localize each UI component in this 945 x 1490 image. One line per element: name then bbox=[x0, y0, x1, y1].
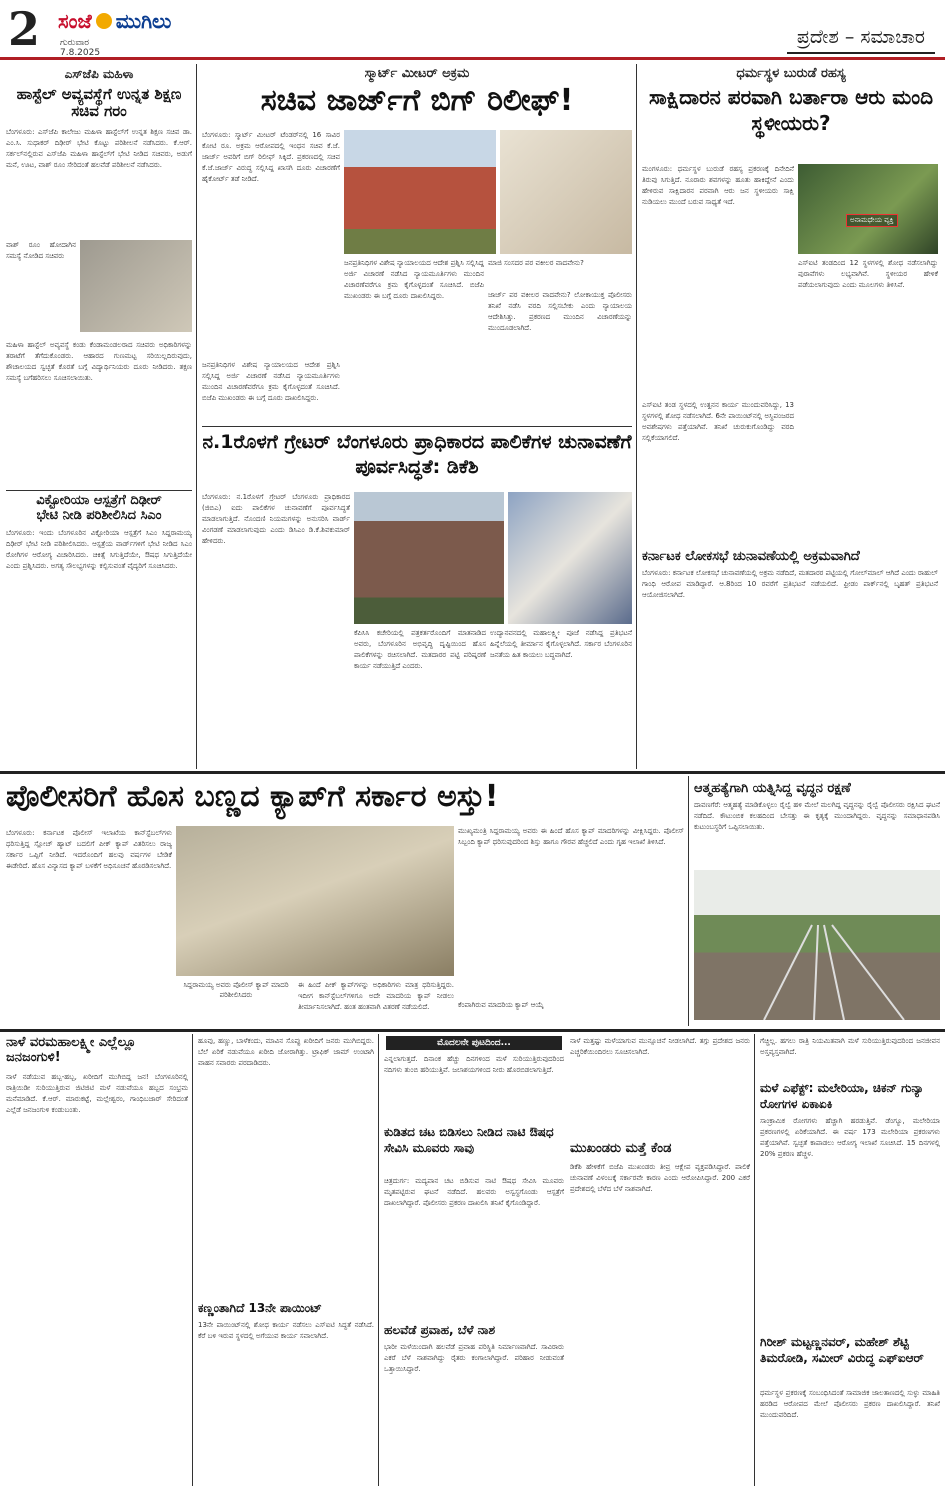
dks-headline: ನ.1ರೊಳಗೆ ಗ್ರೇಟರ್ ಬೆಂಗಳೂರು ಪ್ರಾಧಿಕಾರದ ಪಾಲಿಕೆಗಳ ಚುನಾವಣೆಗೆ ಪೂರ್ವಸಿದ್ಧತೆ: ಡಿಕೆಶಿ bbox=[202, 431, 632, 478]
left-headline: ಹಾಸ್ಟೆಲ್ ಅವ್ಯವಸ್ಥೆಗೆ ಉನ್ನತ ಶಿಕ್ಷಣ ಸಚಿವ ಗರಂ bbox=[16, 85, 182, 121]
right-body-4: ಬೆಂಗಳೂರು: ಕರ್ನಾಟಕ ಲೋಕಸಭೆ ಚುನಾವಣೆಯಲ್ಲಿ ಅಕ್ರಮ ನಡೆದಿದೆ, ಮತದಾರರ ಪಟ್ಟಿಯಲ್ಲಿ ಗೋಲ್‌ಮಾಲ್ ಆಗಿದೆ ಎಂದು ರಾಹುಲ್ ಗಾಂಧಿ ಆರೋಪ ಮಾಡಿದ್ದಾರೆ. ಆ.8ರಿಂದ 10 ರವರೆಗೆ ಪ್ರತಿಭಟನೆ ನಡೆಯಲಿದೆ. ಫ್ರೀಡಂ ಪಾರ್ಕ್‌ನಲ್ಲಿ ಬೃಹತ್ ಪ್ರತಿಭಟನೆ ಆಯೋಜಿಸಲಾಗಿದೆ. bbox=[642, 569, 938, 599]
bbmp-building-photo bbox=[354, 492, 504, 624]
center-body-3: ಜಾರ್ಜ್ ಪರ ವಕೀಲರ ವಾದವೇನು? ಲೋಕಾಯುಕ್ತ ಪೊಲೀಸರು ತನಿಖೆ ನಡೆಸಿ ವರದಿ ಸಲ್ಲಿಸಬೇಕು ಎಂದು ನ್ಯಾಯಾಲಯ ಆದೇಶಿಸಿತ್ತು. ಪ್ರಕರಣದ ಮುಂದಿನ ವಿಚಾರಣೆಯನ್ನು ಮುಂದೂಡಲಾಗಿದೆ. bbox=[488, 291, 632, 332]
fir-subhead: ಗಿರೀಶ್ ಮಟ್ಟಣ್ಣನವರ್, ಮಹೇಶ್ ಶೆಟ್ಟಿ ತಿಮರೋಡಿ, ಸಮೀರ್ ವಿರುದ್ಧ ಎಫ್‌ಐಆರ್ bbox=[760, 1335, 924, 1365]
left-story-2 bbox=[6, 494, 192, 748]
police-body-2: ಮುಖ್ಯಮಂತ್ರಿ ಸಿದ್ದರಾಮಯ್ಯ ಅವರು ಈ ಹಿಂದೆ ಹೊಸ ಕ್ಯಾಪ್ ಮಾದರಿಗಳನ್ನು ವೀಕ್ಷಿಸಿದ್ದರು. ಪೊಲೀಸ್ ಸಿಬ್ಬಂದಿ ಕ್ಯಾಪ್ ಧರಿಸುವುದರಿಂದ ಶಿಸ್ತು ಹಾಗೂ ಗೌರವ ಹೆಚ್ಚಲಿದೆ ಎಂದು ಗೃಹ ಇಲಾಖೆ ತಿಳಿಸಿದೆ. bbox=[458, 827, 684, 846]
masthead bbox=[0, 0, 945, 60]
issue-day: ಗುರುವಾರ bbox=[60, 38, 90, 48]
page-number: 2 bbox=[8, 2, 41, 56]
sun-icon bbox=[96, 13, 112, 29]
railway-track-photo bbox=[694, 870, 940, 1020]
bottom-center-body-2: ಚಿತ್ರದುರ್ಗ: ಮದ್ಯಪಾನ ಚಟ ಬಿಡಿಸುವ ನಾಟಿ ಔಷಧ ಸೇವಿಸಿ ಮೂವರು ಮೃತಪಟ್ಟಿರುವ ಘಟನೆ ನಡೆದಿದೆ. ಹಲವರು ಅಸ್ವಸ್ಥಗೊಂಡು ಆಸ್ಪತ್ರೆಗೆ ದಾಖಲಾಗಿದ್ದಾರೆ. ಪೊಲೀಸರು ಪ್ರಕರಣ ದಾಖಲಿಸಿ ತನಿಖೆ ಕೈಗೊಂಡಿದ್ದಾರೆ. bbox=[384, 1177, 564, 1207]
bottom-left-body-1: ನಾಳೆ ನಡೆಯುವ ಹಬ್ಬ-ಹಬ್ಬ, ಖರೀದಿಗೆ ಮುಗಿಬಿದ್ದ ಜನ! ಬೆಂಗಳೂರಿನಲ್ಲಿ ರಾತ್ರಿಯಿಡೀ ಸುರಿಯುತ್ತಿರುವ ಜಿಟಿಜಿಟಿ ಮಳೆ ನಡುವೆಯೂ ಹಬ್ಬದ ಸಂಭ್ರಮ ಮನೆಮಾಡಿದೆ. ಕೆ.ಆರ್. ಮಾರುಕಟ್ಟೆ, ಮಲ್ಲೇಶ್ವರಂ, ಗಾಂಧಿಬಜಾರ್ ಸೇರಿದಂತೆ ಎಲ್ಲೆಡೆ ಜನಜಂಗುಳಿ ಕಂಡುಬಂತು. bbox=[6, 1073, 188, 1114]
section-divider bbox=[0, 771, 945, 774]
point13-subhead: ಕಣ್ಣಂತಾಗಿದೆ 13ನೇ ಪಾಯಿಂಟ್ bbox=[198, 1301, 322, 1315]
divider bbox=[202, 426, 632, 427]
center-kicker: ಸ್ಮಾರ್ಟ್ ಮೀಟರ್ ಅಕ್ರಮ bbox=[364, 66, 470, 81]
police-body-1: ಬೆಂಗಳೂರು: ಕರ್ನಾಟಕ ಪೊಲೀಸ್ ಇಲಾಖೆಯ ಕಾನ್‌ಸ್ಟೆಬಲ್‌ಗಳು ಧರಿಸುತ್ತಿದ್ದ ಸ್ಲೋಚ್ ಹ್ಯಾಟ್ ಬದಲಿಗೆ ಪೀಕ್ ಕ್ಯಾಪ್ ವಿತರಿಸಲು ರಾಜ್ಯ ಸರ್ಕಾರ ಒಪ್ಪಿಗೆ ನೀಡಿದೆ. ಇದರೊಂದಿಗೆ ಹಲವು ವರ್ಷಗಳ ಬೇಡಿಕೆ ಈಡೇರಿದೆ. ಹೊಸ ವಿನ್ಯಾಸದ ಕ್ಯಾಪ್ ಬಳಕೆಗೆ ಅಧಿಸೂಚನೆ ಹೊರಡಿಸಲಾಗಿದೆ. bbox=[6, 829, 172, 870]
dks-body-3: ಉದ್ಯಾನವನದಲ್ಲಿ ಮಹಾಲಕ್ಷ್ಮೀ ಪೂಜೆ ನಡೆಸಿದ್ದ ಪ್ರತಿಭಟನೆ ಹಿನ್ನೆಲೆಯಲ್ಲಿ ತೀರ್ಮಾನ ಕೈಗೊಳ್ಳಲಾಗಿದೆ. ಸರ್ಕಾರ ಬೆಂಗಳೂರಿನ ಜನತೆಯ ಹಿತ ಕಾಯಲು ಬದ್ಧವಾಗಿದೆ. bbox=[490, 629, 632, 659]
forest-photo bbox=[798, 164, 938, 254]
left-body-1: ಬೆಂಗಳೂರು: ಎಸ್‌ಜೆಪಿ ಕಾಲೇಜು ಮಹಿಳಾ ಹಾಸ್ಟೆಲ್‌ಗೆ ಉನ್ನತ ಶಿಕ್ಷಣ ಸಚಿವ ಡಾ. ಎಂ.ಸಿ. ಸುಧಾಕರ್ ದಿಢೀರ್ ಭೇಟಿ ಕೊಟ್ಟು ಪರಿಶೀಲನೆ ನಡೆಸಿದರು. ಕೆ.ಆರ್. ಸರ್ಕಲ್‌ನಲ್ಲಿರುವ ಎಸ್‌ಜೆಪಿ ಮಹಿಳಾ ಹಾಸ್ಟೆಲ್‌ಗೆ ಭೇಟಿ ನೀಡಿದ ಸಚಿವರು, ಅಡುಗೆ ಮನೆ, ಊಟ, ವಾಶ್ ರೂಂ ಸೇರಿದಂತೆ ಹಲವೆಡೆ ಪರಿಶೀಲನೆ ನಡೆಸಿದರು. bbox=[6, 127, 192, 169]
rail-lines bbox=[694, 870, 940, 1020]
column-rule bbox=[636, 64, 637, 769]
continued-badge: ಮೊದಲನೇ ಪುಟದಿಂದ... bbox=[386, 1036, 562, 1050]
malaria-subhead: ಮಳೆ ಎಫೆಕ್ಟ್: ಮಲೇರಿಯಾ, ಚಿಕನ್ ಗುನ್ಯಾ ರೋಗಗಳ ಏಕಾಏಕಿ bbox=[760, 1081, 924, 1111]
rescue-headline: ಆತ್ಮಹತ್ಯೆಗಾಗಿ ಯತ್ನಿಸಿದ್ದ ವೃದ್ಧನ ರಕ್ಷಣೆ bbox=[694, 781, 851, 796]
dks-body-1: ಬೆಂಗಳೂರು: ನ.1ರೊಳಗೆ ಗ್ರೇಟರ್ ಬೆಂಗಳೂರು ಪ್ರಾಧಿಕಾರದ (ಜಿಬಿಎ) ಐದು ಪಾಲಿಕೆಗಳ ಚುನಾವಣೆಗೆ ಪೂರ್ವಸಿದ್ಧತೆ ಮಾಡಲಾಗುತ್ತಿದೆ. ನೊಂದಣಿ ನಿಯಮಗಳನ್ನು ಅನುಸರಿಸಿ ವಾರ್ಡ್ ವಿಂಗಡಣೆ ಮಾಡಲಾಗುವುದು ಎಂದು ಡಿಸಿಎಂ ಡಿ.ಕೆ.ಶಿವಕುಮಾರ್ ಹೇಳಿದರು. bbox=[202, 493, 350, 545]
left-story bbox=[6, 66, 192, 189]
right-top-story bbox=[642, 66, 940, 136]
issue-date: 7.8.2025 bbox=[60, 48, 101, 58]
herbal-death-subhead: ಕುಡಿತದ ಚಟ ಬಿಡಿಸಲು ನೀಡಿದ ನಾಟಿ ಔಷಧ ಸೇವಿಸಿ ಮೂವರು ಸಾವು bbox=[384, 1125, 554, 1155]
hostel-photo bbox=[80, 240, 192, 332]
right-body-1: ಮಂಗಳೂರು: ಧರ್ಮಸ್ಥಳ ಬುರುಡೆ ರಹಸ್ಯ ಪ್ರಕರಣಕ್ಕೆ ದಿನೇದಿನೆ ತಿರುವು ಸಿಗುತ್ತಿದೆ. ನೂರಾರು ಶವಗಳನ್ನು ಹೂತು ಹಾಕಿದ್ದೇನೆ ಎಂದು ಹೇಳಿರುವ ಸಾಕ್ಷಿದಾರನ ಪರವಾಗಿ ಆರು ಜನ ಸ್ಥಳೀಯರು ಸಾಕ್ಷಿ ನುಡಿಯಲು ಮುಂದೆ ಬರುವ ಸಾಧ್ಯತೆ ಇದೆ. bbox=[642, 165, 794, 206]
bottom-center-body-3: ಭಾರೀ ಮಳೆಯಿಂದಾಗಿ ಹಲವೆಡೆ ಪ್ರವಾಹ ಪರಿಸ್ಥಿತಿ ನಿರ್ಮಾಣವಾಗಿದೆ. ಸಾವಿರಾರು ಎಕರೆ ಬೆಳೆ ನಾಶವಾಗಿದ್ದು ರೈತರು ಕಂಗಾಲಾಗಿದ್ದಾರೆ. ಪರಿಹಾರ ನೀಡುವಂತೆ ಒತ್ತಾಯಿಸಿದ್ದಾರೆ. bbox=[384, 1343, 564, 1373]
bottom-center-body-5: ಡಿಕೆಶಿ ಹೇಳಿಕೆಗೆ ಬಿಜೆಪಿ ಮುಖಂಡರು ತೀವ್ರ ಆಕ್ಷೇಪ ವ್ಯಕ್ತಪಡಿಸಿದ್ದಾರೆ. ಪಾಲಿಕೆ ಚುನಾವಣೆ ವಿಳಂಬಕ್ಕೆ ಸರ್ಕಾರವೇ ಕಾರಣ ಎಂದು ಆರೋಪಿಸಿದ್ದಾರೆ. 200 ಎಕರೆ ಪ್ರದೇಶದಲ್ಲಿ ಬೆಳೆದ ಬೆಳೆ ನಾಶವಾಗಿದೆ. bbox=[570, 1163, 750, 1193]
left-kicker: ಎಸ್‌ಜೆಪಿ ಮಹಿಳಾ bbox=[64, 67, 134, 81]
bottom-center-body-4: ನಾಳೆ ಮತ್ತಷ್ಟು ಮಳೆಯಾಗುವ ಮುನ್ಸೂಚನೆ ನೀಡಲಾಗಿದೆ. ತಗ್ಗು ಪ್ರದೇಶದ ಜನರು ಎಚ್ಚರಿಕೆಯಿಂದಿರಲು ಸೂಚಿಸಲಾಗಿದೆ. bbox=[570, 1037, 750, 1056]
left-headline-2a: ವಿಕ್ಟೋರಿಯಾ ಆಸ್ಪತ್ರೆಗೆ ದಿಢೀರ್ bbox=[36, 493, 162, 508]
column-rule bbox=[196, 64, 197, 769]
varamahalakshmi-headline: ನಾಳೆ ವರಮಹಾಲಕ್ಷ್ಮೀ ಎಲ್ಲೆಲ್ಲೂ ಜನಜಂಗುಳಿ! bbox=[6, 1035, 136, 1065]
leaders-subhead: ಮುಖಂಡರು ಮತ್ತೆ ಕೆಂಡ bbox=[570, 1141, 672, 1156]
column-rule bbox=[754, 1034, 755, 1486]
police-cap-photo bbox=[176, 826, 454, 976]
right-subhead: ಕರ್ನಾಟಕ ಲೋಕಸಭೆ ಚುನಾವಣೆಯಲ್ಲಿ ಅಕ್ರಮವಾಗಿದೆ bbox=[642, 549, 860, 564]
right-kicker: ಧರ್ಮಸ್ಥಳ ಬುರುಡೆ ರಹಸ್ಯ bbox=[736, 66, 846, 81]
flood-subhead: ಹಲವೆಡೆ ಪ್ರವಾಹ, ಬೆಳೆ ನಾಶ bbox=[384, 1323, 496, 1337]
logo-part2: ಮುಗಿಲು bbox=[115, 9, 172, 33]
right-body-2: ಎಸ್‌ಐಟಿ ತಂಡ ಸ್ಥಳದಲ್ಲಿ ಉತ್ಖನನ ಕಾರ್ಯ ಮುಂದುವರಿಸಿದ್ದು, 13 ಸ್ಥಳಗಳಲ್ಲಿ ಶೋಧ ನಡೆಸಲಾಗಿದೆ. 6ನೇ ಪಾಯಿಂಟ್‌ನಲ್ಲಿ ಅಸ್ಥಿಪಂಜರದ ಅವಶೇಷಗಳು ಪತ್ತೆಯಾಗಿವೆ. ತನಿಖೆ ಚುರುಕುಗೊಂಡಿದ್ದು ವರದಿ ಸಲ್ಲಿಕೆಯಾಗಲಿದೆ. bbox=[642, 401, 794, 442]
divider bbox=[6, 490, 192, 491]
center-body-2: ಜನಪ್ರತಿನಿಧಿಗಳ ವಿಶೇಷ ನ್ಯಾಯಾಲಯದ ಆದೇಶ ಪ್ರಶ್ನಿಸಿ ಸಲ್ಲಿಸಿದ್ದ ಅರ್ಜಿ ವಿಚಾರಣೆ ನಡೆಸಿದ ನ್ಯಾಯಮೂರ್ತಿಗಳು ಮುಂದಿನ ವಿಚಾರಣೆವರೆಗೂ ಕ್ರಮ ಕೈಗೊಳ್ಳದಂತೆ ಸೂಚಿಸಿದೆ. ಬಿಜೆಪಿ ಮುಖಂಡರು ಈ ಬಗ್ಗೆ ದೂರು ದಾಖಲಿಸಿದ್ದರು. bbox=[344, 259, 484, 300]
right-headline: ಸಾಕ್ಷಿದಾರನ ಪರವಾಗಿ ಬರ್ತಾರಾ ಆರು ಮಂದಿ ಸ್ಥಳೀಯರು? bbox=[648, 85, 934, 135]
newspaper-logo bbox=[58, 6, 171, 36]
center-subhead: ಮಾಜಿ ಸಂಸದರ ಪರ ವಕೀಲರ ವಾದವೇನು? bbox=[488, 259, 584, 267]
center-body-1: ಬೆಂಗಳೂರು: ಸ್ಮಾರ್ಟ್ ಮೀಟರ್ ಟೆಂಡರ್‌ನಲ್ಲಿ 16 ಸಾವಿರ ಕೋಟಿ ರೂ. ಅಕ್ರಮ ಆರೋಪದಲ್ಲಿ ಇಂಧನ ಸಚಿವ ಕೆ.ಜೆ. ಜಾರ್ಜ್ ಅವರಿಗೆ ಬಿಗ್ ರಿಲೀಫ್ ಸಿಕ್ಕಿದೆ. ಪ್ರಕರಣದಲ್ಲಿ ಸಚಿವ ಕೆ.ಜೆ.ಜಾರ್ಜ್ ವಿರುದ್ಧ ಸಲ್ಲಿಸಿದ್ದ ಖಾಸಗಿ ದೂರು ವಿಚಾರಣೆಗೆ ಹೈಕೋರ್ಟ್ ತಡೆ ನೀಡಿದೆ. bbox=[202, 131, 340, 183]
police-headline: ಪೊಲೀಸರಿಗೆ ಹೊಸ ಬಣ್ಣದ ಕ್ಯಾಪ್‌ಗೆ ಸರ್ಕಾರ ಅಸ್ತು! bbox=[6, 779, 499, 814]
column-rule bbox=[688, 776, 689, 1026]
rescue-body: ದಾವಣಗೆರೆ: ಆತ್ಮಹತ್ಯೆ ಮಾಡಿಕೊಳ್ಳಲು ರೈಲ್ವೆ ಹಳಿ ಮೇಲೆ ಮಲಗಿದ್ದ ವೃದ್ಧನನ್ನು ರೈಲ್ವೆ ಪೊಲೀಸರು ರಕ್ಷಿಸಿದ ಘಟನೆ ನಡೆದಿದೆ. ಕೌಟುಂಬಿಕ ಕಲಹದಿಂದ ಬೇಸತ್ತು ಈ ಕೃತ್ಯಕ್ಕೆ ಮುಂದಾಗಿದ್ದರು. ವೃದ್ಧನನ್ನು ಸಮಾಧಾನಪಡಿಸಿ ಕುಟುಂಬಸ್ಥರಿಗೆ ಒಪ್ಪಿಸಲಾಯಿತು. bbox=[694, 801, 940, 831]
left-photo-caption: ವಾಶ್ ರೂಂ ಹೋದಾಗಿನ ಸಮಸ್ಯೆ ನೋಡಿದ ಸಚಿವರು bbox=[6, 241, 76, 260]
left-body-3: ಬೆಂಗಳೂರು: ಇಂದು ಬೆಂಗಳೂರಿನ ವಿಕ್ಟೋರಿಯಾ ಆಸ್ಪತ್ರೆಗೆ ಸಿಎಂ ಸಿದ್ದರಾಮಯ್ಯ ದಿಢೀರ್ ಭೇಟಿ ನೀಡಿ ಪರಿಶೀಲಿಸಿದರು. ಆಸ್ಪತ್ರೆಯ ವಾರ್ಡ್‌ಗಳಿಗೆ ಭೇಟಿ ನೀಡಿದ ಸಿಎಂ ರೋಗಿಗಳ ಆರೋಗ್ಯ ವಿಚಾರಿಸಿದರು. ಚಿಕಿತ್ಸೆ ಸಿಗುತ್ತಿದೆಯೇ, ಔಷಧ ಸಿಗುತ್ತಿದೆಯೇ ಎಂದು ಪ್ರಶ್ನಿಸಿದರು. ಅಗತ್ಯ ಸೌಲಭ್ಯಗಳನ್ನು ಕಲ್ಪಿಸುವಂತೆ ವೈದ್ಯರಿಗೆ ಸೂಚಿಸಿದರು. bbox=[6, 528, 192, 570]
police-caption-1: ಸಿದ್ದರಾಮಯ್ಯ ಅವರು ಪೊಲೀಸ್ ಕ್ಯಾಪ್ ಮಾದರಿ ಪರಿಶೀಲಿಸಿದರು bbox=[183, 981, 289, 999]
bottom-left-body-4: 13ನೇ ಪಾಯಿಂಟ್‌ನಲ್ಲಿ ಶೋಧ ಕಾರ್ಯ ನಡೆಸಲು ಎಸ್‌ಐಟಿ ಸಿದ್ಧತೆ ನಡೆಸಿದೆ. ಕೆರೆ ಬಳಿ ಇರುವ ಸ್ಥಳದಲ್ಲಿ ಅಗೆಯುವ ಕಾರ್ಯ ಸವಾಲಾಗಿದೆ. bbox=[198, 1321, 374, 1340]
bottom-center-body-1: ಎನ್ನಲಾಗುತ್ತದೆ. ದಿನಾಂಕ ಹೆಚ್ಚು ದಿನಗಳಿಂದ ಮಳೆ ಸುರಿಯುತ್ತಿರುವುದರಿಂದ ನದಿಗಳು ತುಂಬಿ ಹರಿಯುತ್ತಿವೆ. ಜಲಾಶಯಗಳಿಂದ ನೀರು ಹೊರಬಿಡಲಾಗುತ್ತಿದೆ. bbox=[384, 1055, 564, 1074]
section-title: ಪ್ರದೇಶ – ಸಮಾಚಾರ bbox=[787, 22, 935, 54]
minister-george-photo bbox=[500, 130, 632, 254]
police-caption-2: ಕೆಂಪಾಗಿರುವ ಮಾದರಿಯ ಕ್ಯಾಪ್ ಆಯ್ಕೆ bbox=[458, 1001, 544, 1009]
section-divider bbox=[0, 1029, 945, 1032]
left-headline-2b: ಭೇಟಿ ನೀಡಿ ಪರಿಶೀಲಿಸಿದ ಸಿಎಂ bbox=[36, 507, 162, 523]
logo-part1: ಸಂಜೆ bbox=[58, 9, 92, 33]
dk-shivakumar-photo bbox=[508, 492, 632, 624]
center-top-story bbox=[202, 66, 632, 119]
right-body-3: ಎಸ್‌ಐಟಿ ತಂಡದಿಂದ 12 ಸ್ಥಳಗಳಲ್ಲಿ ಶೋಧ ನಡೆಸಲಾಗಿದ್ದು ಪುರಾವೆಗಳು ಲಭ್ಯವಾಗಿವೆ. ಸ್ಥಳೀಯರ ಹೇಳಿಕೆ ಪಡೆಯಲಾಗುವುದು ಎಂದು ಮೂಲಗಳು ತಿಳಿಸಿವೆ. bbox=[798, 259, 938, 289]
left-body-2: ಮಹಿಳಾ ಹಾಸ್ಟೆಲ್ ಅವ್ಯವಸ್ಥೆ ಕಂಡು ಕೆಂಡಾಮಂಡಲರಾದ ಸಚಿವರು ಅಧಿಕಾರಿಗಳನ್ನು ತರಾಟೆಗೆ ತೆಗೆದುಕೊಂಡರು. ಆಹಾರದ ಗುಣಮಟ್ಟ ಸರಿಯಿಲ್ಲದಿರುವುದು, ಶೌಚಾಲಯದ ಸ್ವಚ್ಛತೆ ಕೊರತೆ ಬಗ್ಗೆ ವಿದ್ಯಾರ್ಥಿನಿಯರು ದೂರು ನೀಡಿದರು. ತಕ್ಷಣ ಸಮಸ್ಯೆ ಬಗೆಹರಿಸಲು ಸೂಚಿಸಲಾಯಿತು. bbox=[6, 341, 192, 382]
dks-body-2: ಕೆಪಿಸಿಸಿ ಕಚೇರಿಯಲ್ಲಿ ಪತ್ರಕರ್ತರೊಂದಿಗೆ ಮಾತನಾಡಿದ ಅವರು, ಬೆಂಗಳೂರಿನ ಅಭಿವೃದ್ಧಿ ದೃಷ್ಟಿಯಿಂದ ಹೊಸ ಪಾಲಿಕೆಗಳನ್ನು ರಚಿಸಲಾಗಿದೆ. ಮತದಾರರ ಪಟ್ಟಿ ಪರಿಷ್ಕರಣೆ ಕಾರ್ಯ ನಡೆಯುತ್ತಿದೆ ಎಂದರು. bbox=[354, 629, 486, 670]
bottom-right-body-3: ಧರ್ಮಸ್ಥಳ ಪ್ರಕರಣಕ್ಕೆ ಸಂಬಂಧಿಸಿದಂತೆ ಸಾಮಾಜಿಕ ಜಾಲತಾಣದಲ್ಲಿ ಸುಳ್ಳು ಮಾಹಿತಿ ಹರಡಿದ ಆರೋಪದ ಮೇಲೆ ಪೊಲೀಸರು ಪ್ರಕರಣ ದಾಖಲಿಸಿದ್ದಾರೆ. ತನಿಖೆ ಮುಂದುವರಿದಿದೆ. bbox=[760, 1389, 940, 1419]
police-body-3: ಈ ಹಿಂದೆ ಪೀಕ್ ಕ್ಯಾಪ್‌ಗಳನ್ನು ಅಧಿಕಾರಿಗಳು ಮಾತ್ರ ಧರಿಸುತ್ತಿದ್ದರು. ಇದೀಗ ಕಾನ್‌ಸ್ಟೆಬಲ್‌ಗಳಿಗೂ ಅದೇ ಮಾದರಿಯ ಕ್ಯಾಪ್ ನೀಡಲು ತೀರ್ಮಾನಿಸಲಾಗಿದೆ. ಹಂತ ಹಂತವಾಗಿ ವಿತರಣೆ ನಡೆಯಲಿದೆ. bbox=[298, 981, 454, 1011]
high-court-photo bbox=[344, 130, 496, 254]
bottom-left-body-2: ಹೂವು, ಹಣ್ಣು, ಬಾಳೆಕಂದು, ಮಾವಿನ ಸೊಪ್ಪು ಖರೀದಿಗೆ ಜನರು ಮುಗಿಬಿದ್ದರು. ಬೆಲೆ ಏರಿಕೆ ನಡುವೆಯೂ ಖರೀದಿ ಜೋರಾಗಿತ್ತು. ಟ್ರಾಫಿಕ್ ಜಾಮ್ ಉಂಟಾಗಿ ವಾಹನ ಸವಾರರು ಪರದಾಡಿದರು. bbox=[198, 1037, 374, 1067]
bottom-right-body-2: ಸಾಂಕ್ರಾಮಿಕ ರೋಗಗಳು ಹೆಚ್ಚಾಗಿ ಹರಡುತ್ತಿವೆ. ಡೆಂಗ್ಯೂ, ಮಲೇರಿಯಾ ಪ್ರಕರಣಗಳಲ್ಲಿ ಏರಿಕೆಯಾಗಿದೆ. ಈ ವರ್ಷ 173 ಮಲೇರಿಯಾ ಪ್ರಕರಣಗಳು ಪತ್ತೆಯಾಗಿವೆ. ಸ್ವಚ್ಛತೆ ಕಾಪಾಡಲು ಆರೋಗ್ಯ ಇಲಾಖೆ ಸೂಚಿಸಿದೆ. 15 ದಿನಗಳಲ್ಲಿ 20% ಪ್ರಕರಣ ಹೆಚ್ಚಳ. bbox=[760, 1117, 940, 1158]
bottom-right-body-1: ಗೆಚ್ಚಿಲ್ಲ. ಹಗಲು ರಾತ್ರಿ ನಿಯಮಿತವಾಗಿ ಮಳೆ ಸುರಿಯುತ್ತಿರುವುದರಿಂದ ಜನಜೀವನ ಅಸ್ತವ್ಯಸ್ತವಾಗಿದೆ. bbox=[760, 1037, 940, 1056]
column-rule bbox=[378, 1034, 379, 1486]
center-headline: ಸಚಿವ ಜಾರ್ಜ್‌ಗೆ ಬಿಗ್ ರಿಲೀಫ್! bbox=[260, 83, 574, 118]
column-rule bbox=[192, 1034, 193, 1486]
photo-label: ಅನಾಮಧೇಯ ವ್ಯಕ್ತಿ bbox=[846, 214, 898, 227]
center-body-1b: ಜನಪ್ರತಿನಿಧಿಗಳ ವಿಶೇಷ ನ್ಯಾಯಾಲಯದ ಆದೇಶ ಪ್ರಶ್ನಿಸಿ ಸಲ್ಲಿಸಿದ್ದ ಅರ್ಜಿ ವಿಚಾರಣೆ ನಡೆಸಿದ ನ್ಯಾಯಮೂರ್ತಿಗಳು ಮುಂದಿನ ವಿಚಾರಣೆವರೆಗೂ ಕ್ರಮ ಕೈಗೊಳ್ಳದಂತೆ ಸೂಚಿಸಿದೆ. ಬಿಜೆಪಿ ಮುಖಂಡರು ಈ ಬಗ್ಗೆ ದೂರು ದಾಖಲಿಸಿದ್ದರು. bbox=[202, 361, 340, 402]
